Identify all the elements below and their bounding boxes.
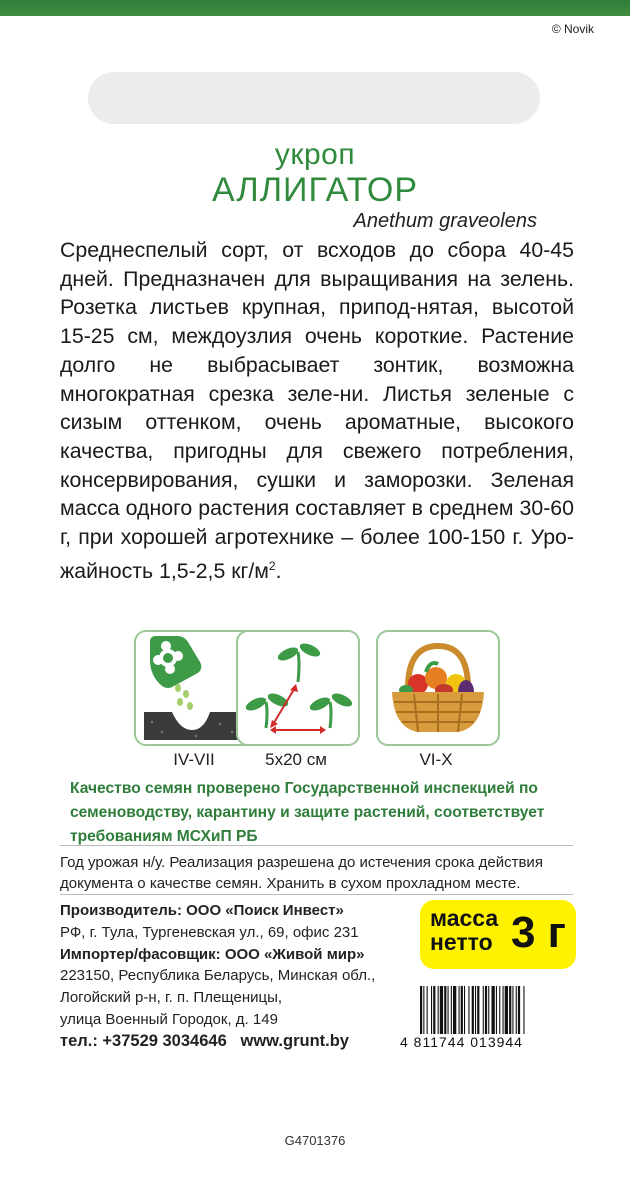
barcode-bar [512,986,513,1034]
contacts [60,1032,349,1051]
barcode-bar [483,986,484,1034]
copyright: © Novik [551,22,594,36]
variety-name: АЛЛИГАТОР [211,171,418,209]
barcode-bar [433,986,435,1034]
barcode-bar [420,986,422,1034]
barcode-bar [516,986,517,1034]
manufacturer-address: РФ, г. Тула, Тургеневская ул., 69, офис 231 [60,923,359,941]
barcode-bar [518,986,520,1034]
divider [60,845,573,846]
net-mass-label-line: нетто [430,929,493,955]
barcode-bar [423,986,424,1034]
barcode-bar [453,986,456,1034]
barcode-bar [509,986,511,1034]
producer-info [60,900,375,1031]
importer-address-line: 223150, Республика Беларусь, Минская обл., [60,967,376,985]
barcode-bar [448,986,449,1034]
net-mass-label [430,906,498,954]
harvest-note: Год урожая н/у. Реализация разрешена до истечения срока действия документа о качестве семян. Хранить в сухом прохладном месте. [60,854,543,892]
barcode-bar [477,986,479,1034]
barcode-bar [427,986,428,1034]
spacing-icon [238,632,358,744]
phone: тел.: +37529 3034646 [60,1032,227,1050]
variety-description [60,236,574,586]
barcode-bar [505,986,508,1034]
crop-name: укроп [274,138,356,171]
manufacturer-label: Производитель: ООО «Поиск Инвест» [60,902,344,919]
barcode-bar [459,986,460,1034]
barcode-bar [475,986,476,1034]
barcode-bar [461,986,463,1034]
barcode-bar [440,986,443,1034]
importer-address-line: Логойский р-н, г. п. Плещеницы, [60,989,283,1007]
net-mass-label-line: масса [430,905,499,931]
latin-name: Anethum graveolens [353,210,537,232]
description-text: Среднеспелый сорт, от всходов до сбора 40-45 дней. Предназначен для выращивания на зелень. Розетка листьев крупная, припод-нятая, высотой 15-25 см, междоузлия очень короткие. Растение долго не выбрасывает зонтик, возможна многократная срезка зеле-ни. Листья зеленые с сизым оттенком, очень ароматные, высокого качества, пригодны для свежего потребления, консервирования, сушки и заморозки. Зеленая масса одного растения составляет в среднем 30-60 г, при хорошей агротехнике – более 100-150 г. Уро-жайность 1,5-2,5 кг/м [60,238,574,583]
barcode-bar [488,986,489,1034]
product-code: G4701376 [284,1133,346,1148]
barcode [418,986,574,1034]
importer-label: Импортер/фасовщик: ООО «Живой мир» [60,945,365,963]
harvest-card [376,630,500,746]
divider [60,894,573,895]
sowing-period: IV-VII [173,750,215,769]
barcode-bar [451,986,452,1034]
barcode-bar [523,986,524,1034]
description-superscript: 2 [268,558,276,573]
website-link: www.grunt.by [240,1032,349,1050]
barcode-bar [499,986,500,1034]
net-mass-badge [420,900,576,969]
spacing-card [236,630,360,746]
barcode-bar [431,986,432,1034]
harvest-basket-icon [378,632,498,744]
barcode-bar [468,986,469,1034]
barcode-bar [444,986,446,1034]
importer-address-line: улица Военный Городок, д. 149 [60,1010,278,1028]
barcode-digits: 4 811744 013944 [400,1034,523,1050]
spacing-value: 5x20 см [265,750,327,769]
quality-note: Качество семян проверено Государственной инспекцией по семеноводству, карантину и защите растений, соответствует требованиям МСХиП РБ [70,780,545,845]
barcode-bar [438,986,439,1034]
top-green-bar [0,0,630,16]
barcode-bar [472,986,474,1034]
label-window [88,72,540,124]
barcode-bar [496,986,497,1034]
barcode-bar [492,986,495,1034]
description-end: . [275,558,282,583]
barcode-bar [464,986,465,1034]
harvest-period: VI-X [419,750,453,769]
net-mass-value: 3 г [510,908,566,957]
barcode-bar [503,986,504,1034]
barcode-bar [485,986,487,1034]
